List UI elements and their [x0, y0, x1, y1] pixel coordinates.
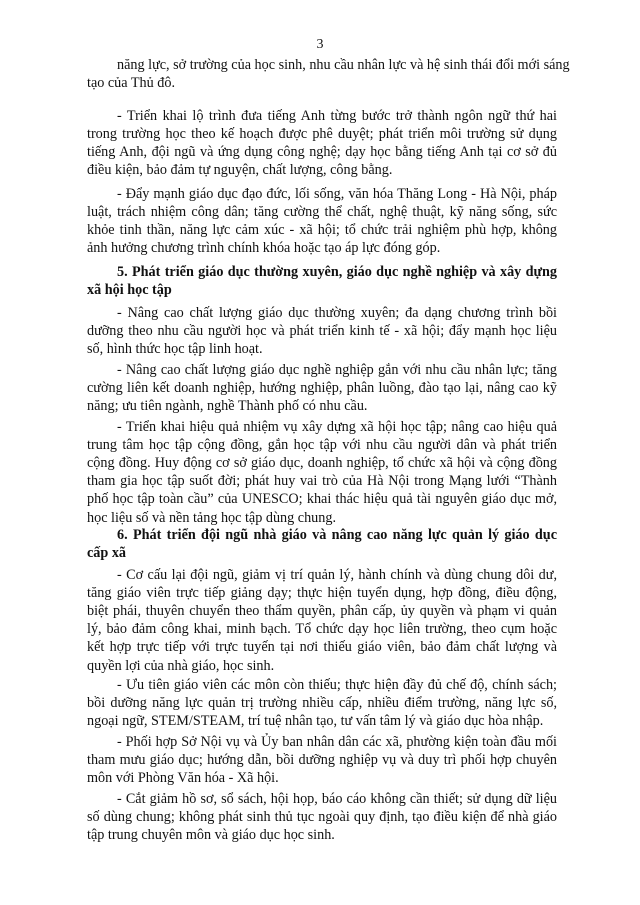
- text-line: - Nâng cao chất lượng giáo dục nghề nghiệp gắn với nhu cầu nhân lực; tăng: [117, 362, 557, 378]
- text-line: trung tâm học tập cộng đồng, gắn học tập với nhu cầu người dân và phát triển: [87, 437, 557, 454]
- text-line: - Cơ cấu lại đội ngũ, giảm vị trí quản lý, hành chính và dùng chung dôi dư,: [117, 567, 557, 583]
- text-line: ảnh hưởng chương trình chính khóa hoặc tạo áp lực đóng góp.: [87, 240, 441, 257]
- text-line: - Nâng cao chất lượng giáo dục thường xuyên; đa dạng chương trình bồi: [117, 305, 557, 321]
- text-line: tham gia học tập suốt đời; phát huy vai trò của Hà Nội trong Mạng lưới “Thành: [87, 473, 557, 490]
- text-line: - Triển khai hiệu quả nhiệm vụ xây dựng xã hội học tập; nâng cao hiệu quả: [117, 419, 557, 435]
- text-line: ngoại ngữ, STEM/STEAM, trí tuệ nhân tạo, tư vấn tâm lý và giáo dục hòa nhập.: [87, 713, 544, 730]
- text-line: tạo của Thủ đô.: [87, 75, 175, 92]
- page-number: 3: [316, 37, 324, 52]
- text-line: quyền lợi của nhà giáo, học sinh.: [87, 657, 275, 674]
- text-line: điều kiện, bảo đảm tự nguyện, chất lượng, công bằng.: [87, 162, 393, 179]
- text-line: bồi dưỡng năng lực quản trị trường nhiều cấp, nhiều điểm trường, năng lực số,: [87, 695, 557, 712]
- text-line: cộng đồng. Huy động cơ sở giáo dục, doanh nghiệp, tổ chức xã hội và cộng đồng: [87, 455, 557, 472]
- text-line: kết hợp trực tiếp với trực tuyến tại nơi thiếu giáo viên, bảo đảm chất lượng và: [87, 639, 557, 656]
- text-line: môn với Phòng Văn hóa - Xã hội.: [87, 770, 279, 787]
- text-line: phố học tập toàn cầu” của UNESCO; khai thác hiệu quả tài nguyên giáo dục mở,: [87, 491, 557, 508]
- text-line: luật, trách nhiệm công dân; tăng cường thể chất, nghệ thuật, kỹ năng sống, sức: [87, 204, 557, 221]
- text-line: khỏe tinh thần, năng lực cảm xúc - xã hội; tổ chức trải nghiệm phù hợp, không: [87, 222, 557, 239]
- heading-line: 6. Phát triển đội ngũ nhà giáo và nâng cao năng lực quản lý giáo dục: [117, 527, 557, 543]
- text-line: trong trường học theo kế hoạch được phê duyệt; phát triển môi trường sử dụng: [87, 126, 557, 143]
- text-line: cường liên kết doanh nghiệp, hướng nghiệp, phân luồng, đào tạo lại, nâng cao kỹ: [87, 380, 557, 397]
- text-line: - Cắt giảm hồ sơ, sổ sách, hội họp, báo cáo không cần thiết; sử dụng dữ liệu: [117, 791, 557, 807]
- text-line: - Đẩy mạnh giáo dục đạo đức, lối sống, văn hóa Thăng Long - Hà Nội, pháp: [117, 186, 557, 202]
- text-line: - Triển khai lộ trình đưa tiếng Anh từng bước trở thành ngôn ngữ thứ hai: [117, 108, 557, 124]
- text-line: dưỡng theo nhu cầu người học và phát triển kinh tế - xã hội; đẩy mạnh học liệu: [87, 323, 557, 340]
- text-line: tiếng Anh, đội ngũ và ứng dụng công nghệ; dạy học bằng tiếng Anh tại cơ sở đủ: [87, 144, 557, 161]
- text-line: năng lực, sở trường của học sinh, nhu cầu nhân lực và hệ sinh thái đổi mới sáng: [117, 57, 570, 73]
- text-line: - Phối hợp Sở Nội vụ và Ủy ban nhân dân các xã, phường kiện toàn đầu mối: [117, 734, 557, 750]
- heading-line: xã hội học tập: [87, 282, 172, 299]
- heading-line: 5. Phát triển giáo dục thường xuyên, giáo dục nghề nghiệp và xây dựng: [117, 264, 557, 280]
- text-line: tham mưu giáo dục; hướng dẫn, bồi dưỡng nghiệp vụ và duy trì phối hợp chuyên: [87, 752, 557, 769]
- text-line: lý, bảo đảm công khai, minh bạch. Tổ chức dạy học liên trường, theo cụm hoặc: [87, 621, 557, 638]
- text-line: số dùng chung; không phát sinh thủ tục ngoài quy định, tạo điều kiện để nhà giáo: [87, 809, 557, 826]
- text-line: học liệu số và nền tảng học tập dùng chung.: [87, 509, 337, 526]
- text-line: - Ưu tiên giáo viên các môn còn thiếu; thực hiện đầy đủ chế độ, chính sách;: [117, 677, 557, 693]
- heading-line: cấp xã: [87, 545, 127, 562]
- text-line: biệt phái, thuyên chuyển theo thẩm quyền, phân cấp, ủy quyền và phạm vi quản: [87, 603, 557, 620]
- text-line: năng; ưu tiên ngành, nghề Thành phố có nhu cầu.: [87, 398, 368, 415]
- text-line: tập trung chuyên môn và giáo dục học sinh.: [87, 827, 335, 844]
- text-line: số, hình thức học tập linh hoạt.: [87, 341, 263, 358]
- text-line: tăng giáo viên trực tiếp giảng dạy; thực hiện tuyển dụng, hợp đồng, điều động,: [87, 585, 557, 602]
